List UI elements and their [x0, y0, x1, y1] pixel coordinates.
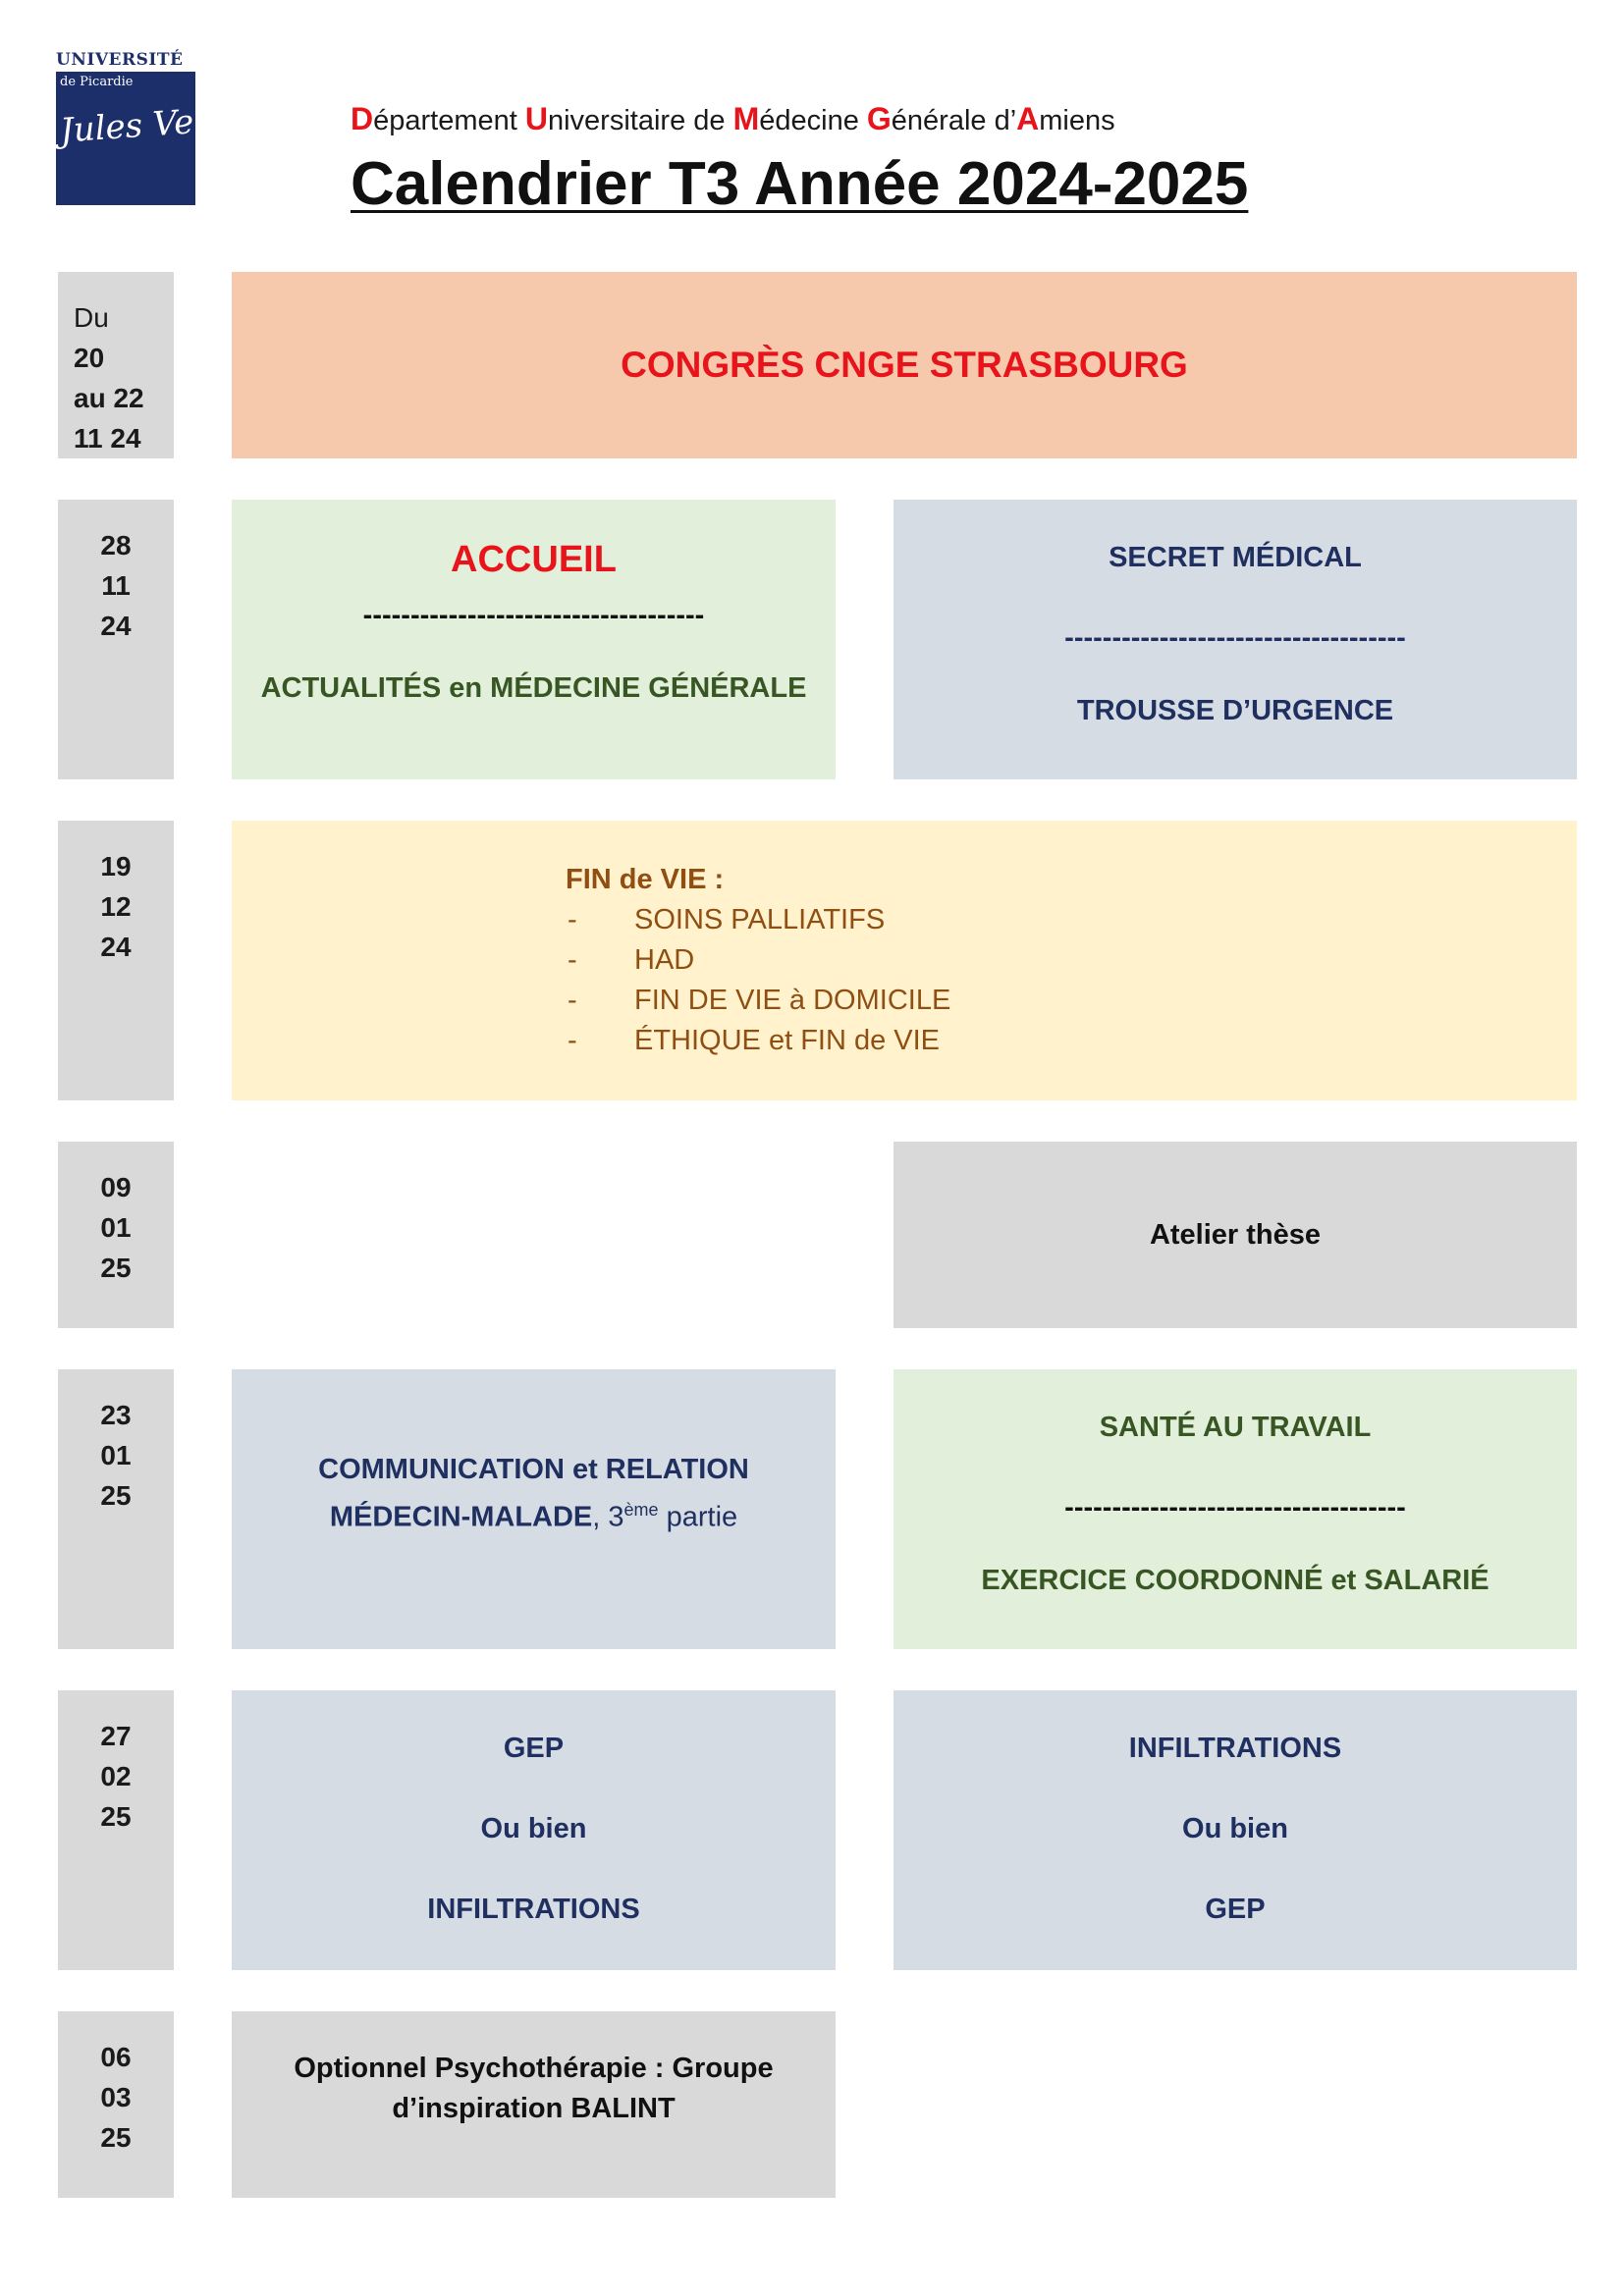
- logo-block: [56, 72, 252, 205]
- logo-university-text: UNIVERSITÉ: [56, 50, 184, 70]
- date-day: 06: [100, 2042, 132, 2072]
- date-number: 22: [113, 383, 144, 413]
- date-year: 24: [100, 932, 132, 962]
- event-subtitle: ACTUALITÉS en MÉDECINE GÉNÉRALE: [260, 672, 807, 704]
- date-day: 27: [100, 1721, 132, 1751]
- list-item: [566, 981, 950, 1021]
- event-box-congress: [232, 272, 1577, 458]
- logo-picardie-text: de Picardie: [60, 75, 134, 89]
- date-year: 25: [100, 1253, 132, 1283]
- event-option: GEP: [503, 1733, 565, 1764]
- list-item-text: FIN DE VIE à DOMICILE: [634, 985, 951, 1016]
- event-title: ACCUEIL: [451, 539, 617, 580]
- event-title-sup: ème: [623, 1500, 659, 1520]
- event-title: Atelier thèse: [1149, 1218, 1322, 1251]
- date-month: 01: [100, 1212, 132, 1243]
- event-or: Ou bien: [1182, 1813, 1288, 1844]
- event-title-line1: Optionnel Psychothérapie : Groupe: [294, 2053, 774, 2084]
- event-title: CONGRÈS CNGE STRASBOURG: [621, 345, 1188, 385]
- event-title-part: , 3: [592, 1501, 624, 1533]
- event-title-end: partie: [658, 1501, 738, 1533]
- event-box-fin-de-vie: [232, 821, 1577, 1100]
- event-box-accueil: [232, 500, 836, 779]
- dept-text: énérale d’: [891, 105, 1017, 136]
- dept-text: miens: [1039, 105, 1115, 136]
- dept-initial: D: [351, 101, 374, 136]
- list-item: [566, 900, 950, 940]
- logo-signature: Jules Verne: [58, 98, 252, 151]
- event-or: Ou bien: [480, 1813, 587, 1844]
- event-title-line1: COMMUNICATION et RELATION: [318, 1454, 749, 1485]
- event-subtitle: TROUSSE D’URGENCE: [1076, 695, 1394, 726]
- event-title: SECRET MÉDICAL: [1109, 542, 1362, 573]
- page-title: Calendrier T3 Année 2024-2025: [351, 150, 1249, 218]
- date-day: 23: [100, 1400, 132, 1430]
- date-month: 03: [100, 2082, 132, 2112]
- date-month: 02: [100, 1761, 132, 1791]
- date-day: 09: [100, 1172, 132, 1202]
- dept-initial: U: [524, 101, 548, 136]
- event-box-gep: [232, 1690, 836, 1970]
- fin-de-vie-content: [566, 860, 950, 1061]
- date-cell: [58, 2011, 174, 2198]
- date-month: 12: [100, 891, 132, 922]
- event-title-line2: [330, 1490, 737, 1538]
- separator: ------------------------------------: [1064, 622, 1406, 654]
- dept-text: édecine: [759, 105, 867, 136]
- date-cell: [58, 500, 174, 779]
- dept-initial: G: [866, 101, 892, 136]
- dept-initial: M: [732, 101, 760, 136]
- dept-text: niversitaire de: [547, 105, 733, 136]
- event-box-secret: [893, 500, 1577, 779]
- date-year: 25: [100, 2122, 132, 2153]
- bullet: -: [568, 944, 577, 976]
- event-title-bold: MÉDECIN-MALADE: [329, 1501, 593, 1533]
- date-word: au: [74, 383, 106, 413]
- list-item: [566, 940, 950, 981]
- separator: ------------------------------------: [362, 600, 705, 631]
- event-box-infiltrations: [893, 1690, 1577, 1970]
- event-option: GEP: [1205, 1894, 1266, 1925]
- event-title: SANTÉ AU TRAVAIL: [1099, 1412, 1372, 1443]
- date-month: 01: [100, 1440, 132, 1470]
- bullet: -: [568, 1025, 577, 1056]
- bullet: -: [568, 904, 577, 935]
- date-month: 11: [101, 570, 131, 601]
- date-day: 19: [100, 851, 132, 881]
- dept-initial: A: [1016, 101, 1040, 136]
- event-title-line2: d’inspiration BALINT: [392, 2093, 676, 2124]
- dept-text: épartement: [373, 105, 525, 136]
- event-box-sante-travail: [893, 1369, 1577, 1649]
- date-cell: [58, 1369, 174, 1649]
- event-box-balint: [232, 2011, 836, 2198]
- date-number: 20: [74, 343, 105, 373]
- date-cell: [58, 821, 174, 1100]
- list-item-text: ÉTHIQUE et FIN de VIE: [634, 1025, 941, 1056]
- event-subtitle: EXERCICE COORDONNÉ et SALARIÉ: [981, 1565, 1489, 1596]
- event-box-atelier-these: [893, 1142, 1577, 1328]
- date-word: Du: [74, 302, 109, 333]
- date-cell: [58, 1142, 174, 1328]
- event-box-communication: [232, 1369, 836, 1649]
- date-year: 25: [100, 1480, 132, 1511]
- date-cell: [58, 272, 174, 458]
- date-year: 24: [100, 611, 132, 641]
- separator: ------------------------------------: [1064, 1492, 1406, 1523]
- list-item: [566, 1021, 950, 1061]
- date-month-year: 11 24: [74, 423, 141, 454]
- event-title: FIN de VIE :: [566, 864, 725, 895]
- list-item-text: HAD: [634, 944, 695, 976]
- list-item-text: SOINS PALLIATIFS: [634, 904, 886, 935]
- date-year: 25: [100, 1801, 132, 1832]
- date-cell: [58, 1690, 174, 1970]
- bullet: -: [568, 985, 577, 1016]
- event-option: INFILTRATIONS: [427, 1894, 640, 1925]
- event-option: INFILTRATIONS: [1128, 1733, 1342, 1764]
- date-day: 28: [100, 530, 132, 561]
- department-name: [351, 101, 1115, 137]
- university-logo: [56, 50, 252, 205]
